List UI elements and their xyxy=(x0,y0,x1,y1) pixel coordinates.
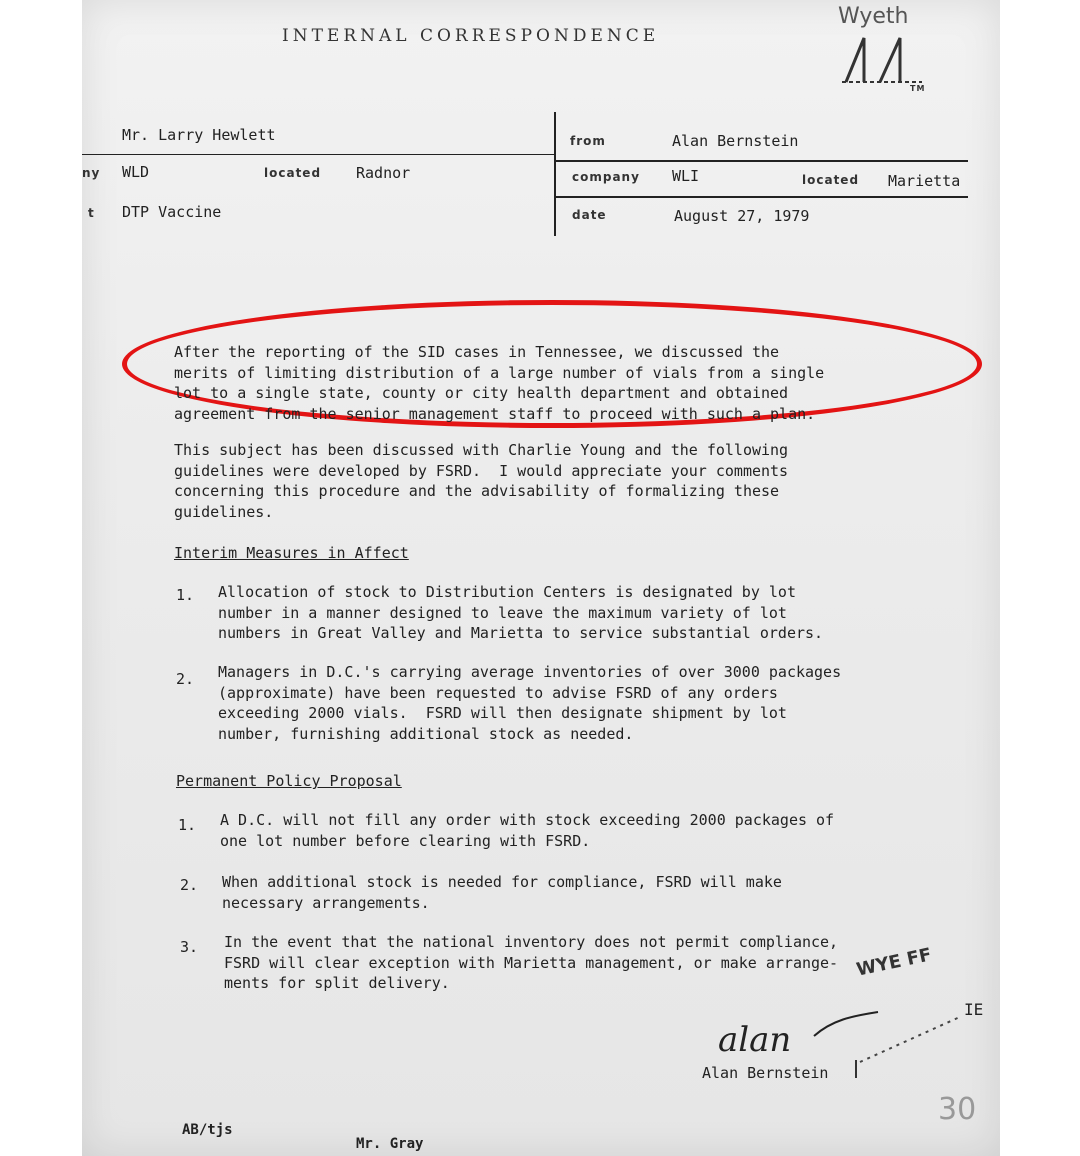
interim-item-text: Managers in D.C.'s carrying average inventories of over 3000 packages (approximate) have been requested to advise FSRD of any orders exceeding 2000 vials. FSRD will then designate shipment by lot number, furnishing additional stock as needed. xyxy=(218,663,842,743)
to-located: Radnor xyxy=(356,164,411,182)
header-rule-right-1 xyxy=(554,160,968,162)
typed-signer-name: Alan Bernstein xyxy=(702,1064,829,1082)
paragraph-guidelines: This subject has been discussed with Charlie Young and the following guidelines were developed by FSRD. I would appreciate your comments concerning this procedure and the advisability of formalizing these guidelines. xyxy=(174,441,789,521)
handwritten-signature: alan xyxy=(718,1020,792,1060)
from-name: Alan Bernstein xyxy=(672,132,799,150)
cc-recipient: Mr. Gray xyxy=(356,1136,424,1152)
page-mark: 30 xyxy=(938,1092,977,1127)
section-heading-permanent: Permanent Policy Proposal xyxy=(176,772,402,790)
from-located: Marietta xyxy=(888,172,961,190)
date-label: date xyxy=(572,208,607,222)
memo-date: August 27, 1979 xyxy=(674,207,810,225)
paragraph-sid-cases: After the reporting of the SID cases in Tennessee, we discussed the merits of limiting distribution of a large number of vials from a single lot to a single state, county or city health department and obtained agreement from the senior management staff to proceed with such a plan. xyxy=(174,343,825,423)
policy-item-text: In the event that the national inventory does not permit compliance, FSRD will clear exception with Marietta management, or make arrange- ments for split delivery. xyxy=(224,933,839,992)
from-label: from xyxy=(570,134,606,148)
from-company: WLI xyxy=(672,167,700,185)
interim-item-number: 1. xyxy=(176,586,195,604)
trademark-mark: TM xyxy=(910,84,926,93)
subject: DTP Vaccine xyxy=(122,203,222,221)
interim-item-text: Allocation of stock to Distribution Centers is designated by lot number in a manner designed to leave the maximum variety of lot numbers in Great Valley and Marietta to service substantial orders. xyxy=(218,583,824,642)
typist-initials: AB/tjs xyxy=(182,1122,233,1138)
subject-label: t xyxy=(88,206,95,220)
policy-item-number: 1. xyxy=(178,816,197,834)
policy-item-text: A D.C. will not fill any order with stock exceeding 2000 packages of one lot number before clearing with FSRD. xyxy=(220,811,835,850)
wyeth-logo: Wyeth xyxy=(838,4,909,29)
memo-page xyxy=(82,0,1000,1156)
policy-item-number: 2. xyxy=(180,876,199,894)
wyeth-stamp: WYE FF xyxy=(854,944,934,981)
policy-item-number: 3. xyxy=(180,938,199,956)
interim-item-number: 2. xyxy=(176,670,195,688)
to-name: Mr. Larry Hewlett xyxy=(122,126,276,144)
header-divider xyxy=(554,112,556,236)
corner-mark: IE xyxy=(964,1000,984,1019)
wyeth-mark-icon xyxy=(842,32,926,86)
company-label: company xyxy=(572,170,640,184)
to-located-label: located xyxy=(264,166,322,180)
to-company: WLD xyxy=(122,163,150,181)
to-company-label: ny xyxy=(82,166,101,180)
header-rule-left xyxy=(82,154,554,155)
from-located-label: located xyxy=(802,173,860,187)
header-title: INTERNAL CORRESPONDENCE xyxy=(282,26,660,46)
dotted-mark-icon xyxy=(852,1002,972,1082)
policy-item-text: When additional stock is needed for compliance, FSRD will make necessary arrangements. xyxy=(222,873,782,912)
header-rule-right-2 xyxy=(554,196,968,198)
section-heading-interim: Interim Measures in Affect xyxy=(174,544,409,562)
